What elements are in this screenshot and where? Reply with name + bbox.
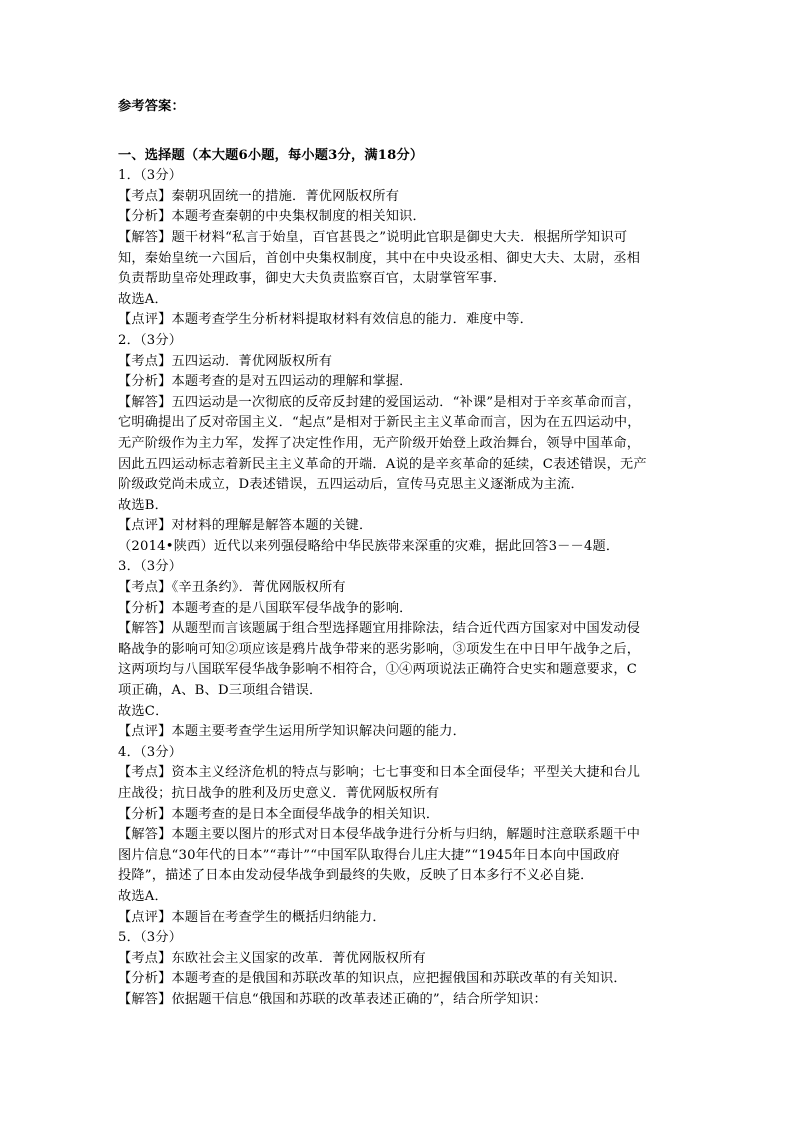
- answer-line: 2．（3分）: [118, 332, 183, 348]
- answer-line: （2014•陕西）近代以来列强侵略给中华民族带来深重的灾难，据此回答3－－4题．: [118, 538, 620, 554]
- answer-line: 项正确，A、B、D三项组合错误．: [118, 683, 323, 699]
- answer-line: 【点评】本题旨在考查学生的概括归纳能力．: [118, 909, 386, 925]
- answer-line: 【点评】本题考查学生分析材料提取材料有效信息的能力．难度中等．: [118, 312, 534, 328]
- spacer: [118, 118, 734, 146]
- answer-line: 【考点】五四运动．菁优网版权所有: [118, 353, 333, 369]
- answer-line: 3．（3分）: [118, 559, 183, 575]
- answer-line: 它明确提出了反对帝国主义．“起点”是相对于新民主主义革命而言，因为在五四运动中，: [118, 415, 641, 431]
- answer-line: 【考点】东欧社会主义国家的改革．菁优网版权所有: [118, 950, 426, 966]
- answer-title: 参考答案：: [118, 99, 185, 114]
- answer-line: 【解答】从题型而言该题属于组合型选择题宜用排除法，结合近代西方国家对中国发动侵: [118, 621, 641, 637]
- answer-line: 故选A．: [118, 888, 168, 904]
- answer-line: 这两项均与八国联军侵华战争影响不相符合，①④两项说法正确符合史实和题意要求，C: [118, 662, 638, 678]
- answer-line: 知，秦始皇统一六国后，首创中央集权制度，其中在中央设丞相、御史大夫、太尉，丞相: [118, 250, 641, 266]
- answer-line: 【分析】本题考查的是对五四运动的理解和掌握．: [118, 374, 413, 390]
- answer-line: 负责帮助皇帝处理政事，御史大夫负责监察百官，太尉掌管军事．: [118, 271, 507, 287]
- answer-line: 【解答】五四运动是一次彻底的反帝反封建的爱国运动．“补课”是相对于辛亥革命而言，: [118, 394, 641, 410]
- answer-line: 1．（3分）: [118, 168, 183, 184]
- answer-line: 阶级政党尚未成立，D表述错误，五四运动后，宣传马克思主义逐渐成为主流．: [118, 477, 584, 493]
- answer-line: 【分析】本题考查的是八国联军侵华战争的影响．: [118, 600, 413, 616]
- answer-line: 【分析】本题考查的是俄国和苏联改革的知识点，应把握俄国和苏联改革的有关知识．: [118, 971, 627, 987]
- answer-line: 4．（3分）: [118, 744, 183, 760]
- answer-line: 略战争的影响可知②项应该是鸦片战争带来的恶劣影响，③项发生在中日甲午战争之后，: [118, 641, 641, 657]
- answer-line: 5．（3分）: [118, 930, 183, 946]
- answer-line: 投降”，描述了日本由发动侵华战争到最终的失败，反映了日本多行不义必自毙．: [118, 868, 594, 884]
- answer-line: 图片信息“30年代的日本”“毒计”“中国军队取得台儿庄大捷”“1945年日本向中国政府: [118, 847, 620, 863]
- section-heading: 一、选择题（本大题6小题，每小题3分，满18分）: [118, 147, 424, 163]
- answer-line: 【解答】依据题干信息“俄国和苏联的改革表述正确的”，结合所学知识：: [118, 991, 547, 1007]
- answer-line: 【考点】秦朝巩固统一的措施．菁优网版权所有: [118, 188, 400, 204]
- answer-line: 【分析】本题考查的是日本全面侵华战争的相关知识．: [118, 806, 440, 822]
- answer-line: 【解答】题干材料“私言于始皇，百官甚畏之”说明此官职是御史大夫．根据所学知识可: [118, 229, 628, 245]
- answer-line: 因此五四运动标志着新民主主义革命的开端．A说的是辛亥革命的延续，C表述错误，无产: [118, 456, 647, 472]
- answer-line: 故选B．: [118, 497, 169, 513]
- answer-line: 故选A．: [118, 291, 168, 307]
- answer-body: [118, 166, 734, 1010]
- answer-line: 【点评】对材料的理解是解答本题的关键．: [118, 518, 373, 534]
- answer-line: 【分析】本题考查秦朝的中央集权制度的相关知识．: [118, 209, 426, 225]
- answer-line: 【考点】资本主义经济危机的特点与影响；七七事变和日本全面侵华；平型关大捷和台儿: [118, 765, 641, 781]
- answer-line: 庄战役；抗日战争的胜利及历史意义．菁优网版权所有: [118, 786, 440, 801]
- answer-line: 【考点】《辛丑条约》．菁优网版权所有: [118, 580, 346, 596]
- answer-line: 【解答】本题主要以图片的形式对日本侵华战争进行分析与归纳，解题时注意联系题干中: [118, 827, 641, 843]
- answer-line: 【点评】本题主要考查学生运用所学知识解决问题的能力．: [118, 724, 467, 740]
- answer-line: 故选C．: [118, 703, 169, 719]
- answer-line: 无产阶级作为主力军，发挥了决定性作用，无产阶级开始登上政治舞台，领导中国革命，: [118, 435, 641, 451]
